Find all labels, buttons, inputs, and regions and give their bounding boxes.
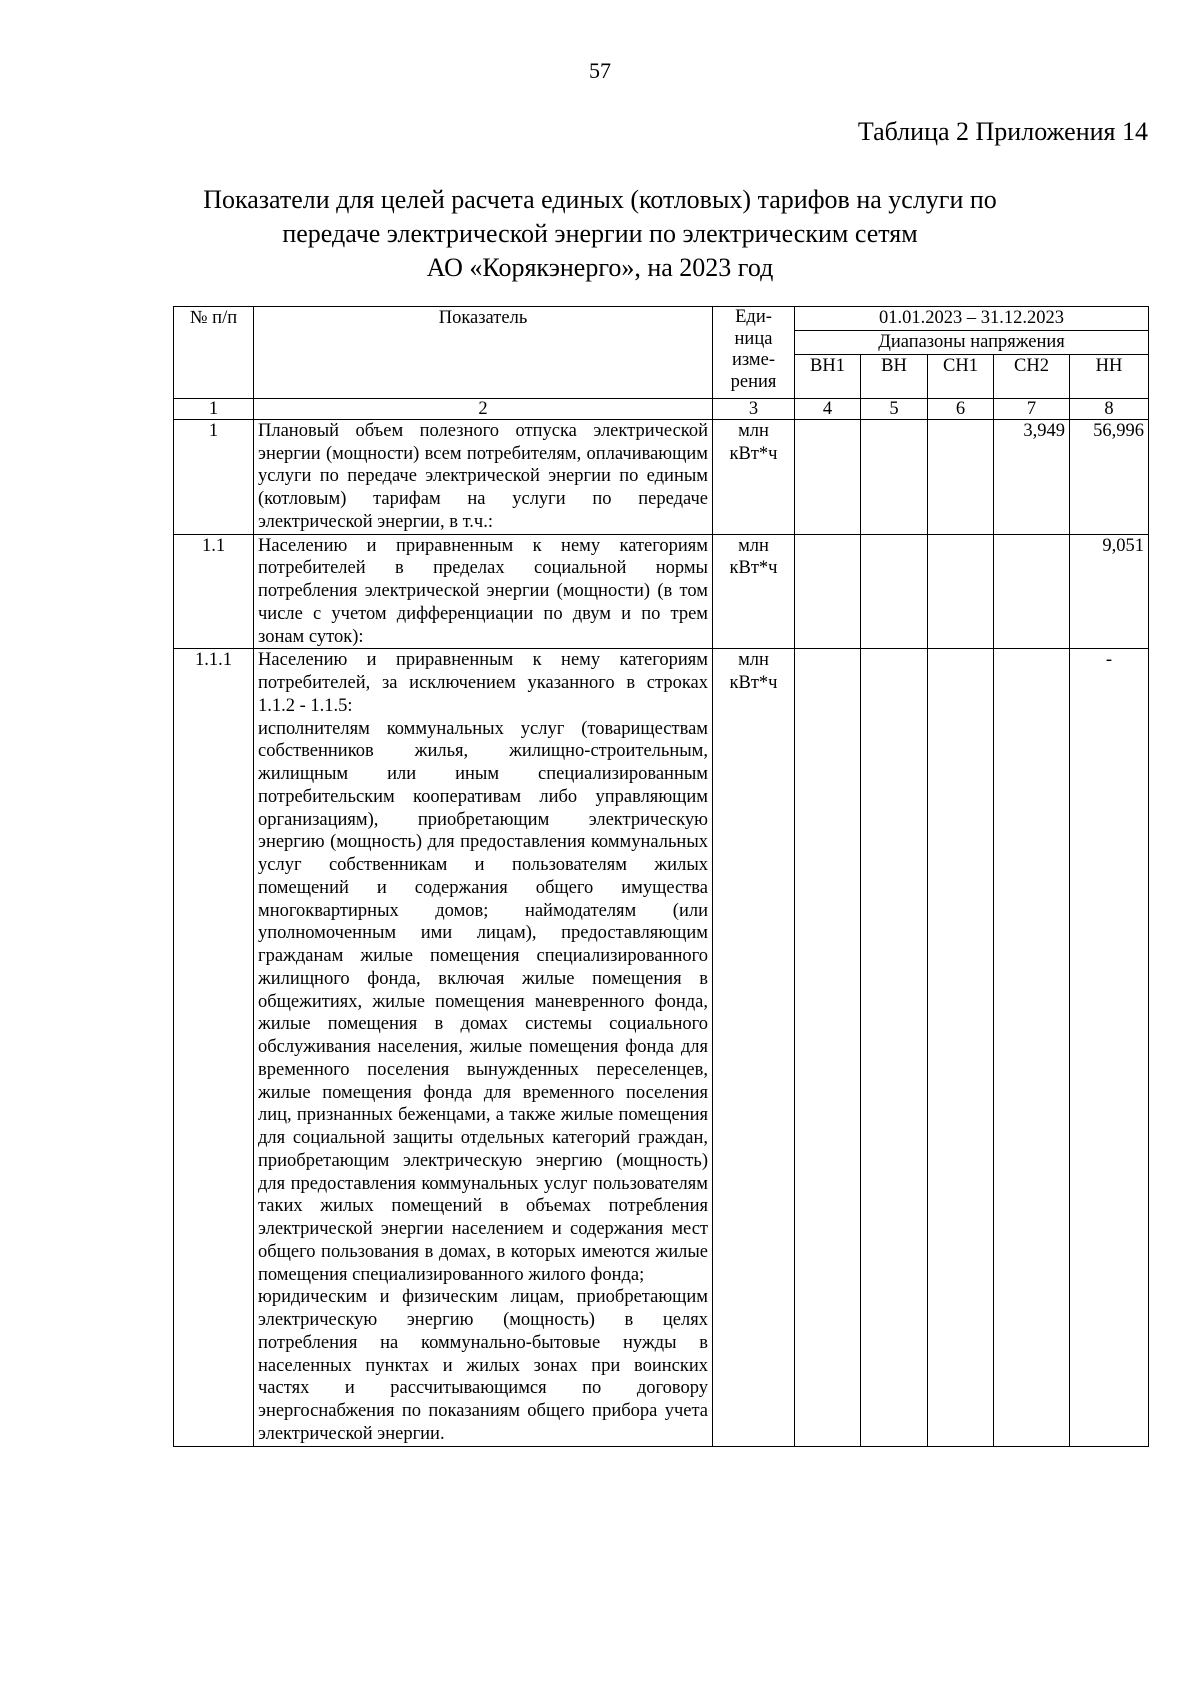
value-sn2 [994, 649, 1070, 1446]
value-sn1 [928, 419, 994, 534]
column-number: 3 [713, 398, 795, 419]
document-title [0, 183, 1200, 284]
indicators-table [173, 306, 1149, 1447]
value-vn [861, 534, 928, 649]
title-line: АО «Корякэнерго», на 2023 год [426, 252, 774, 282]
header-num: № п/п [174, 307, 254, 399]
row-num: 1.1.1 [174, 649, 254, 1446]
table-row [174, 419, 1149, 534]
row-description-text: юридическим и физическим лицам, приобретающим электрическую энергию (мощность) в целях потребления на коммунально-бытовые нужды в населенных пунктах и жилых зонах при воинских частях и рассчитывающимся по договору энергоснабжения по показаниям общего прибора учета электрической энергии. [258, 1287, 708, 1444]
row-description-text: Населению и приравненным к нему категориям потребителей, за исключением указанного в строках 1.1.2 - 1.1.5: [258, 650, 708, 716]
column-number: 8 [1070, 398, 1149, 419]
value-nn: - [1070, 649, 1149, 1446]
column-number: 5 [861, 398, 928, 419]
value-vn1 [795, 649, 861, 1446]
header-voltage-vn1: ВН1 [795, 354, 861, 398]
header-unit: Еди-ница изме-рения [713, 307, 795, 399]
row-description-text: Плановый объем полезного отпуска электрической энергии (мощности) всем потребителям, оплачивающим услуги по передаче электрической энергии по единым (котловым) тарифам на услуги по передаче электрической энергии, в т.ч.: [258, 420, 708, 532]
value-sn1 [928, 649, 994, 1446]
column-number: 7 [994, 398, 1070, 419]
header-voltage-vn: ВН [861, 354, 928, 398]
row-unit: млн кВт*ч [713, 649, 795, 1446]
row-description [254, 649, 713, 1446]
row-unit: млн кВт*ч [713, 534, 795, 649]
page-number: 57 [589, 58, 611, 83]
header-voltage-sn1: СН1 [928, 354, 994, 398]
column-number: 6 [928, 398, 994, 419]
header-voltage-sn2: СН2 [994, 354, 1070, 398]
title-line: Показатели для целей расчета единых (котловых) тарифов на услуги по [203, 185, 997, 214]
row-num: 1.1 [174, 534, 254, 649]
title-line: передаче электрической энергии по электрическим сетям [282, 218, 918, 248]
column-numbers-row [174, 398, 1149, 419]
row-description-text: исполнителям коммунальных услуг (товариществам собственников жилья, жилищно-строительным, жилищным или иным специализированным потребительским кооперативам либо управляющим организациям), приобретающим электрическую энергию (мощность) для предоставления коммунальных услуг собственникам и пользователям жилых помещений и содержания общего имущества многоквартирных домов; наймодателям (или уполномоченным ими лицам), предоставляющим гражданам жилые помещения специализированного жилищного фонда, включая жилые помещения в общежитиях, жилые помещения маневренного фонда, жилые помещения в домах системы социального обслуживания населения, жилые помещения фонда для временного поселения вынужденных переселенцев, жилые помещения фонда для временного поселения лиц, признанных беженцами, а также жилые помещения для социальной защиты отдельных категорий граждан, приобретающим электрическую энергию (мощность) для предоставления коммунальных услуг пользователям таких жилых помещений в объемах потребления электрической энергии населением и содержания мест общего пользования в домах, в которых имеются жилые помещения специализированного жилого фонда; [258, 718, 708, 1285]
row-description-text: Населению и приравненным к нему категориям потребителей в пределах социальной нормы потребления электрической энергии (мощности) (в том числе с учетом дифференциации по двум и по трем зонам суток): [258, 535, 708, 647]
column-number: 2 [254, 398, 713, 419]
header-indicator: Показатель [254, 307, 713, 399]
column-number: 4 [795, 398, 861, 419]
row-description [254, 534, 713, 649]
value-vn [861, 419, 928, 534]
value-vn [861, 649, 928, 1446]
column-number: 1 [174, 398, 254, 419]
table-row [174, 649, 1149, 1446]
value-nn: 9,051 [1070, 534, 1149, 649]
row-unit: млн кВт*ч [713, 419, 795, 534]
value-nn: 56,996 [1070, 419, 1149, 534]
header-voltage-ranges: Диапазоны напряжения [795, 330, 1149, 354]
header-voltage-nn: НН [1070, 354, 1149, 398]
row-num: 1 [174, 419, 254, 534]
table-reference: Таблица 2 Приложения 14 [857, 117, 1148, 146]
row-description [254, 419, 713, 534]
table-row [174, 534, 1149, 649]
value-vn1 [795, 419, 861, 534]
value-vn1 [795, 534, 861, 649]
header-period: 01.01.2023 – 31.12.2023 [795, 307, 1149, 331]
value-sn2: 3,949 [994, 419, 1070, 534]
value-sn1 [928, 534, 994, 649]
value-sn2 [994, 534, 1070, 649]
